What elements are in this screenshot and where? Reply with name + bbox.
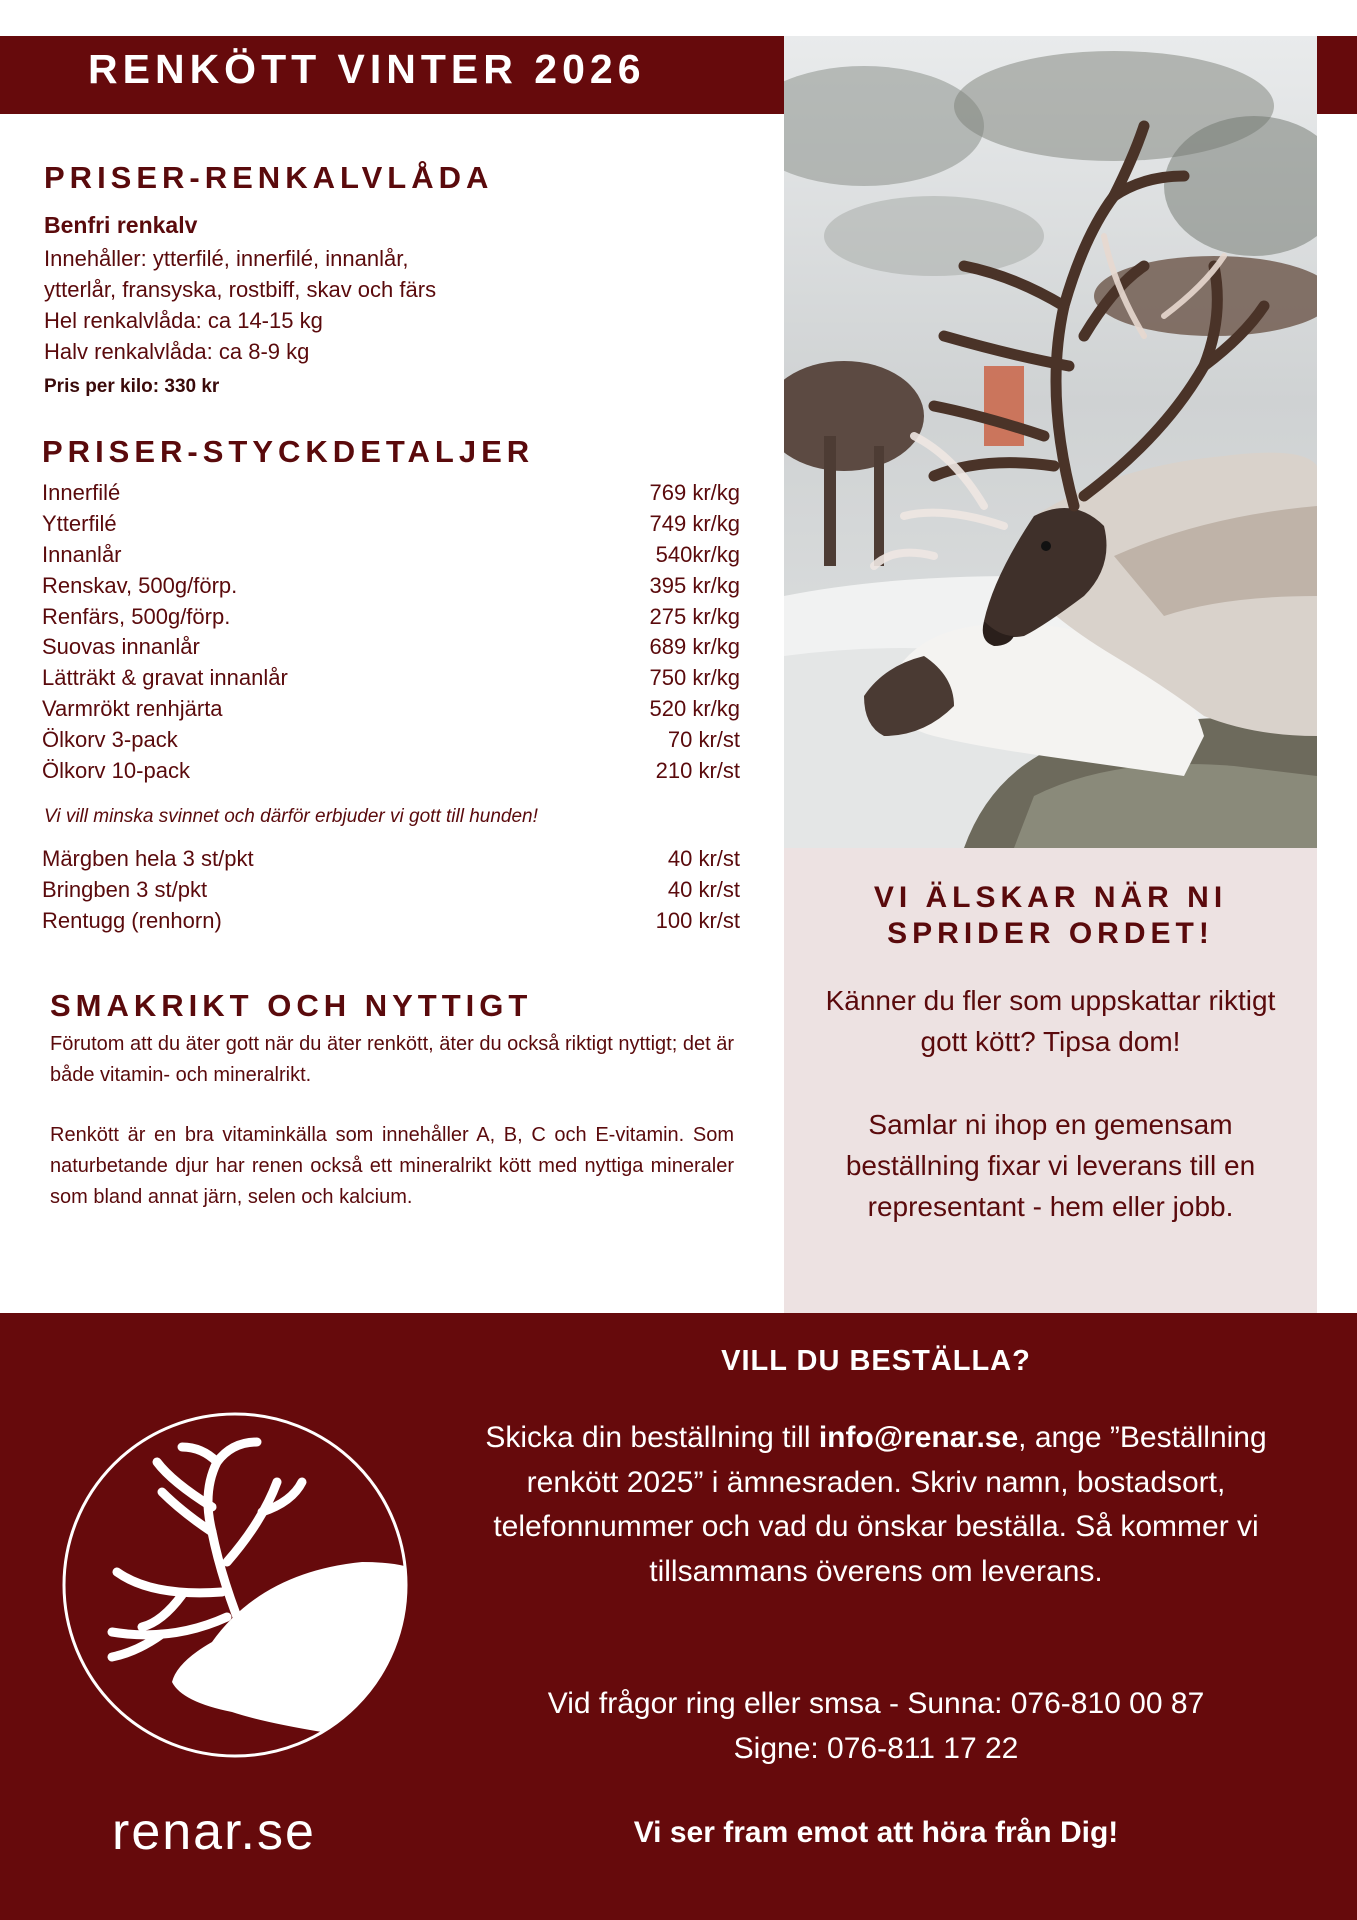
- price-item-name: Lätträkt & gravat innanlår: [42, 665, 288, 691]
- dog-price-list: [42, 844, 740, 936]
- order-email-link[interactable]: info@renar.se: [818, 1421, 1019, 1454]
- brand-logo-text: renar.se: [112, 1803, 316, 1861]
- spread-heading-line: VI ÄLSKAR NÄR NI: [873, 881, 1228, 914]
- price-item-name: Ölkorv 10-pack: [42, 757, 190, 783]
- spread-heading: [784, 880, 1317, 952]
- title-bar-accent: [1317, 36, 1357, 114]
- price-item-name: Innerfilé: [42, 480, 121, 506]
- price-item-price: 210 kr/st: [655, 757, 740, 783]
- price-item-price: 689 kr/kg: [649, 634, 740, 660]
- calf-box-line: Innehåller: ytterfilé, innerfilé, innanlår,: [44, 246, 409, 271]
- price-row: [42, 694, 740, 725]
- order-text-details: , ange ”Beställning renkött 2025” i ämnesraden. Skriv namn, bostadsort, telefonnummer och vad du önskar beställa. Så kommer vi tillsammans överens om leverans.: [493, 1421, 1267, 1588]
- price-item-name: Renfärs, 500g/förp.: [42, 603, 231, 629]
- price-row: [42, 632, 740, 663]
- page-title: RENKÖTT VINTER 2026: [88, 46, 646, 92]
- contact-line: Signe: 076-811 17 22: [733, 1731, 1019, 1765]
- price-row: [42, 844, 740, 875]
- calf-box-price: Pris per kilo: 330 kr: [44, 376, 220, 397]
- price-item-price: 749 kr/kg: [649, 511, 740, 537]
- price-item-price: 520 kr/kg: [649, 695, 740, 721]
- spread-text: Samlar ni ihop en gemensam beställning fixar vi leverans till en representant - hem eller jobb.: [845, 1109, 1256, 1222]
- price-item-name: Suovas innanlår: [42, 634, 200, 660]
- price-item-price: 40 kr/st: [667, 846, 740, 872]
- closing-message: Vi ser fram emot att höra från Dig!: [633, 1816, 1119, 1849]
- calf-box-line: Halv renkalvlåda: ca 8-9 kg: [44, 339, 310, 364]
- order-heading: VILL DU BESTÄLLA?: [721, 1345, 1031, 1377]
- reindeer-photo: [784, 36, 1317, 848]
- reindeer-logo-icon: [62, 1412, 408, 1758]
- contact-line: Vid frågor ring eller smsa - Sunna: 076-810 00 87: [547, 1687, 1205, 1720]
- price-item-name: Märgben hela 3 st/pkt: [42, 846, 254, 872]
- price-row: [42, 601, 740, 632]
- price-item-name: Ytterfilé: [42, 511, 117, 537]
- calf-box-line: Hel renkalvlåda: ca 14-15 kg: [44, 308, 323, 333]
- price-item-name: Innanlår: [42, 541, 122, 567]
- spread-heading-line: SPRIDER ORDET!: [887, 917, 1214, 950]
- price-item-price: 769 kr/kg: [649, 480, 740, 506]
- price-item-name: Rentugg (renhorn): [42, 907, 222, 933]
- price-row: [42, 509, 740, 540]
- price-item-price: 70 kr/st: [667, 726, 740, 752]
- order-instructions: [455, 1416, 1297, 1594]
- cuts-price-list: [42, 478, 740, 786]
- price-row: [42, 875, 740, 906]
- price-item-price: 100 kr/st: [655, 907, 740, 933]
- health-paragraph: Förutom att du äter gott när du äter renkött, äter du också riktigt nyttigt; det är både vitamin- och mineralrikt.: [50, 1033, 734, 1086]
- calf-box-description: [44, 243, 604, 367]
- price-item-name: Varmrökt renhjärta: [42, 695, 223, 721]
- price-item-name: Renskav, 500g/förp.: [42, 572, 238, 598]
- calf-box-line: ytterlår, fransyska, rostbiff, skav och färs: [44, 277, 437, 302]
- price-row: [42, 540, 740, 571]
- price-row: [42, 906, 740, 937]
- health-heading: SMAKRIKT OCH NYTTIGT: [50, 988, 533, 1023]
- price-row: [42, 663, 740, 694]
- calf-box-subheading: Benfri renkalv: [44, 212, 198, 238]
- price-item-price: 40 kr/st: [667, 877, 740, 903]
- price-item-price: 275 kr/kg: [649, 603, 740, 629]
- health-paragraph: Renkött är en bra vitaminkälla som innehåller A, B, C och E-vitamin. Som naturbetande djur har renen också ett mineralrikt kött med nyttiga mineraler som bland annat järn, selen och kalcium.: [50, 1124, 734, 1208]
- dog-note: Vi vill minska svinnet och därför erbjuder vi gott till hunden!: [44, 806, 538, 827]
- price-row: [42, 724, 740, 755]
- price-row: [42, 570, 740, 601]
- spread-text: Känner du fler som uppskattar riktigt gott kött? Tipsa dom!: [825, 985, 1276, 1057]
- contact-info: [455, 1682, 1297, 1771]
- price-item-price: 540kr/kg: [655, 541, 740, 567]
- price-item-name: Bringben 3 st/pkt: [42, 877, 208, 903]
- price-item-price: 395 kr/kg: [649, 572, 740, 598]
- order-text-intro: Skicka din beställning till: [485, 1421, 819, 1454]
- cuts-heading: PRISER-STYCKDETALJER: [42, 434, 535, 469]
- price-item-price: 750 kr/kg: [649, 665, 740, 691]
- calf-box-heading: PRISER-RENKALVLÅDA: [44, 160, 494, 195]
- price-item-name: Ölkorv 3-pack: [42, 726, 178, 752]
- price-row: [42, 478, 740, 509]
- price-row: [42, 755, 740, 786]
